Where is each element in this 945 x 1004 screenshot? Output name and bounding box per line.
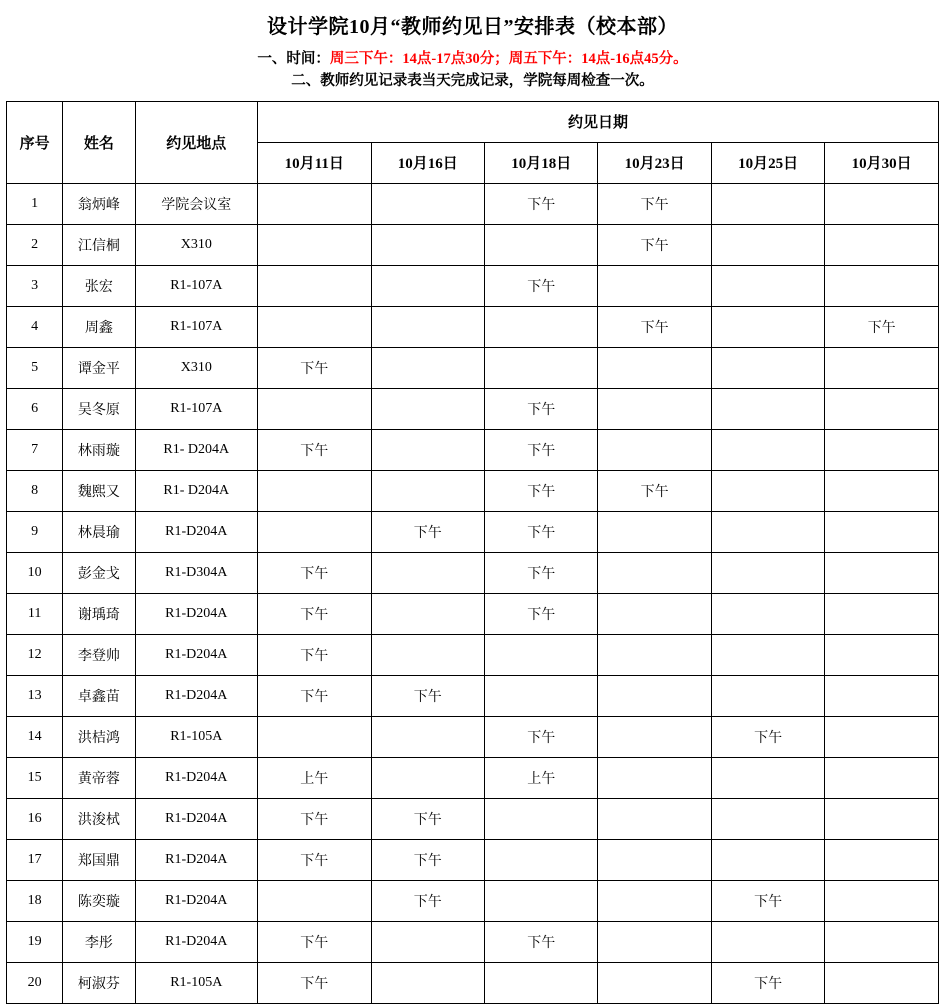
cell-slot-2 xyxy=(484,347,597,388)
cell-place: R1-D204A xyxy=(135,921,258,962)
cell-slot-2: 下午 xyxy=(484,470,597,511)
header-date-group: 约见日期 xyxy=(258,101,939,142)
cell-name: 吴冬原 xyxy=(63,388,135,429)
cell-place: X310 xyxy=(135,347,258,388)
cell-slot-1 xyxy=(371,183,484,224)
cell-slot-5 xyxy=(825,675,939,716)
cell-place: R1-D204A xyxy=(135,511,258,552)
header-date-3: 10月23日 xyxy=(598,142,711,183)
cell-slot-3 xyxy=(598,921,711,962)
cell-slot-1: 下午 xyxy=(371,839,484,880)
cell-slot-4 xyxy=(711,224,824,265)
table-row xyxy=(7,798,939,839)
cell-slot-4 xyxy=(711,265,824,306)
cell-place: R1-D204A xyxy=(135,634,258,675)
cell-index: 7 xyxy=(7,429,63,470)
table-row xyxy=(7,265,939,306)
cell-place: R1-107A xyxy=(135,388,258,429)
cell-slot-4 xyxy=(711,388,824,429)
cell-slot-5 xyxy=(825,511,939,552)
table-row xyxy=(7,716,939,757)
cell-slot-4 xyxy=(711,429,824,470)
cell-slot-4 xyxy=(711,634,824,675)
table-row xyxy=(7,306,939,347)
cell-slot-5 xyxy=(825,798,939,839)
cell-slot-1 xyxy=(371,757,484,798)
cell-name: 李登帅 xyxy=(63,634,135,675)
cell-slot-3 xyxy=(598,511,711,552)
cell-name: 郑国鼎 xyxy=(63,839,135,880)
cell-slot-5 xyxy=(825,921,939,962)
cell-slot-3 xyxy=(598,593,711,634)
cell-slot-3 xyxy=(598,757,711,798)
table-row xyxy=(7,839,939,880)
cell-index: 18 xyxy=(7,880,63,921)
cell-slot-1: 下午 xyxy=(371,880,484,921)
table-row xyxy=(7,921,939,962)
cell-slot-1 xyxy=(371,962,484,1003)
table-row xyxy=(7,388,939,429)
cell-name: 魏熙又 xyxy=(63,470,135,511)
cell-slot-0: 下午 xyxy=(258,962,371,1003)
cell-slot-2: 下午 xyxy=(484,716,597,757)
header-index: 序号 xyxy=(7,101,63,183)
cell-slot-5 xyxy=(825,757,939,798)
cell-slot-2 xyxy=(484,675,597,716)
cell-slot-2 xyxy=(484,224,597,265)
cell-slot-5: 下午 xyxy=(825,306,939,347)
cell-index: 11 xyxy=(7,593,63,634)
cell-slot-1 xyxy=(371,470,484,511)
cell-slot-5 xyxy=(825,265,939,306)
cell-slot-2: 下午 xyxy=(484,388,597,429)
cell-place: R1-D204A xyxy=(135,757,258,798)
cell-index: 17 xyxy=(7,839,63,880)
table-row xyxy=(7,183,939,224)
cell-slot-5 xyxy=(825,470,939,511)
cell-slot-2: 下午 xyxy=(484,511,597,552)
header-date-4: 10月25日 xyxy=(711,142,824,183)
note-line-time xyxy=(6,49,939,71)
cell-slot-2 xyxy=(484,880,597,921)
cell-index: 9 xyxy=(7,511,63,552)
cell-slot-0 xyxy=(258,388,371,429)
cell-slot-3: 下午 xyxy=(598,470,711,511)
cell-name: 张宏 xyxy=(63,265,135,306)
cell-slot-3 xyxy=(598,962,711,1003)
cell-slot-3 xyxy=(598,798,711,839)
cell-slot-2 xyxy=(484,839,597,880)
cell-slot-3 xyxy=(598,347,711,388)
cell-slot-1: 下午 xyxy=(371,798,484,839)
cell-slot-4 xyxy=(711,306,824,347)
header-name: 姓名 xyxy=(63,101,135,183)
table-row xyxy=(7,593,939,634)
cell-name: 翁炳峰 xyxy=(63,183,135,224)
cell-slot-5 xyxy=(825,224,939,265)
cell-slot-4 xyxy=(711,552,824,593)
table-row xyxy=(7,962,939,1003)
cell-slot-0 xyxy=(258,265,371,306)
cell-index: 8 xyxy=(7,470,63,511)
page-title: 设计学院10月“教师约见日”安排表（校本部） xyxy=(267,16,678,38)
cell-slot-0: 下午 xyxy=(258,347,371,388)
schedule-table xyxy=(6,101,939,1004)
cell-place: R1-105A xyxy=(135,716,258,757)
cell-slot-5 xyxy=(825,593,939,634)
cell-slot-4 xyxy=(711,757,824,798)
cell-name: 谭金平 xyxy=(63,347,135,388)
cell-slot-0: 下午 xyxy=(258,429,371,470)
cell-name: 彭金戈 xyxy=(63,552,135,593)
note-time-value: 周三下午：14点-17点30分；周五下午：14点-16点45分。 xyxy=(329,51,688,67)
cell-slot-4 xyxy=(711,675,824,716)
cell-slot-1: 下午 xyxy=(371,675,484,716)
cell-index: 12 xyxy=(7,634,63,675)
cell-index: 6 xyxy=(7,388,63,429)
cell-slot-3: 下午 xyxy=(598,224,711,265)
cell-slot-0 xyxy=(258,306,371,347)
cell-slot-2: 下午 xyxy=(484,552,597,593)
cell-index: 4 xyxy=(7,306,63,347)
cell-slot-1 xyxy=(371,593,484,634)
cell-slot-1 xyxy=(371,429,484,470)
cell-slot-3 xyxy=(598,552,711,593)
table-row xyxy=(7,675,939,716)
cell-index: 1 xyxy=(7,183,63,224)
cell-slot-1 xyxy=(371,347,484,388)
cell-name: 洪桔鸿 xyxy=(63,716,135,757)
cell-place: X310 xyxy=(135,224,258,265)
cell-name: 柯淑芬 xyxy=(63,962,135,1003)
cell-slot-0 xyxy=(258,880,371,921)
cell-slot-5 xyxy=(825,839,939,880)
cell-name: 林晨瑜 xyxy=(63,511,135,552)
cell-index: 19 xyxy=(7,921,63,962)
document-page xyxy=(0,10,945,1004)
header-date-1: 10月16日 xyxy=(371,142,484,183)
cell-slot-5 xyxy=(825,962,939,1003)
cell-name: 谢瑀琦 xyxy=(63,593,135,634)
cell-slot-1 xyxy=(371,306,484,347)
cell-name: 李彤 xyxy=(63,921,135,962)
header-date-0: 10月11日 xyxy=(258,142,371,183)
cell-slot-2 xyxy=(484,634,597,675)
cell-slot-1: 下午 xyxy=(371,511,484,552)
cell-name: 林雨璇 xyxy=(63,429,135,470)
cell-index: 5 xyxy=(7,347,63,388)
cell-slot-2: 下午 xyxy=(484,183,597,224)
cell-name: 洪浚栻 xyxy=(63,798,135,839)
cell-name: 卓鑫苗 xyxy=(63,675,135,716)
cell-slot-2 xyxy=(484,798,597,839)
table-row xyxy=(7,634,939,675)
cell-slot-0: 下午 xyxy=(258,634,371,675)
cell-slot-1 xyxy=(371,388,484,429)
cell-slot-3 xyxy=(598,429,711,470)
cell-index: 2 xyxy=(7,224,63,265)
cell-name: 江信桐 xyxy=(63,224,135,265)
cell-slot-3 xyxy=(598,880,711,921)
cell-slot-4 xyxy=(711,921,824,962)
cell-name: 周鑫 xyxy=(63,306,135,347)
cell-slot-2: 下午 xyxy=(484,593,597,634)
cell-slot-0 xyxy=(258,716,371,757)
table-row xyxy=(7,757,939,798)
cell-index: 13 xyxy=(7,675,63,716)
cell-place: R1-105A xyxy=(135,962,258,1003)
cell-slot-5 xyxy=(825,429,939,470)
cell-index: 16 xyxy=(7,798,63,839)
cell-place: R1-D204A xyxy=(135,593,258,634)
cell-slot-3: 下午 xyxy=(598,306,711,347)
cell-index: 20 xyxy=(7,962,63,1003)
note-time-prefix: 一、时间： xyxy=(257,51,330,67)
cell-slot-2 xyxy=(484,306,597,347)
cell-slot-4 xyxy=(711,593,824,634)
cell-name: 陈奕璇 xyxy=(63,880,135,921)
cell-slot-4 xyxy=(711,347,824,388)
cell-slot-3 xyxy=(598,265,711,306)
cell-slot-5 xyxy=(825,183,939,224)
cell-slot-1 xyxy=(371,552,484,593)
header-date-5: 10月30日 xyxy=(825,142,939,183)
cell-slot-3 xyxy=(598,839,711,880)
cell-slot-0 xyxy=(258,511,371,552)
table-body xyxy=(7,183,939,1003)
cell-place: R1-107A xyxy=(135,306,258,347)
cell-slot-1 xyxy=(371,921,484,962)
cell-slot-3 xyxy=(598,675,711,716)
cell-place: R1-D204A xyxy=(135,880,258,921)
cell-place: 学院会议室 xyxy=(135,183,258,224)
cell-slot-5 xyxy=(825,634,939,675)
notes-block xyxy=(6,49,939,93)
cell-slot-5 xyxy=(825,880,939,921)
cell-slot-4 xyxy=(711,798,824,839)
table-row xyxy=(7,347,939,388)
cell-slot-5 xyxy=(825,347,939,388)
cell-slot-4: 下午 xyxy=(711,880,824,921)
cell-place: R1- D204A xyxy=(135,429,258,470)
header-date-2: 10月18日 xyxy=(484,142,597,183)
cell-slot-5 xyxy=(825,716,939,757)
cell-slot-3 xyxy=(598,634,711,675)
table-row xyxy=(7,429,939,470)
cell-slot-1 xyxy=(371,265,484,306)
cell-place: R1-107A xyxy=(135,265,258,306)
note-line-record: 二、教师约见记录表当天完成记录，学院每周检查一次。 xyxy=(291,72,654,89)
table-row xyxy=(7,552,939,593)
cell-slot-2: 下午 xyxy=(484,921,597,962)
cell-slot-2 xyxy=(484,962,597,1003)
cell-place: R1- D204A xyxy=(135,470,258,511)
cell-slot-0: 下午 xyxy=(258,839,371,880)
cell-index: 14 xyxy=(7,716,63,757)
header-place: 约见地点 xyxy=(135,101,258,183)
table-row xyxy=(7,511,939,552)
table-row xyxy=(7,224,939,265)
table-row xyxy=(7,880,939,921)
cell-slot-2: 下午 xyxy=(484,429,597,470)
cell-slot-2: 下午 xyxy=(484,265,597,306)
cell-slot-0 xyxy=(258,224,371,265)
header-row-1 xyxy=(7,101,939,142)
cell-place: R1-D304A xyxy=(135,552,258,593)
cell-slot-0: 下午 xyxy=(258,593,371,634)
cell-slot-0: 下午 xyxy=(258,552,371,593)
cell-slot-4 xyxy=(711,511,824,552)
cell-slot-1 xyxy=(371,716,484,757)
cell-index: 3 xyxy=(7,265,63,306)
cell-slot-4: 下午 xyxy=(711,716,824,757)
cell-place: R1-D204A xyxy=(135,839,258,880)
cell-slot-5 xyxy=(825,388,939,429)
cell-place: R1-D204A xyxy=(135,675,258,716)
cell-index: 10 xyxy=(7,552,63,593)
cell-slot-3 xyxy=(598,716,711,757)
cell-slot-0: 下午 xyxy=(258,921,371,962)
cell-slot-0: 下午 xyxy=(258,798,371,839)
cell-slot-4 xyxy=(711,470,824,511)
cell-slot-3 xyxy=(598,388,711,429)
cell-slot-0: 上午 xyxy=(258,757,371,798)
cell-slot-4: 下午 xyxy=(711,962,824,1003)
cell-slot-1 xyxy=(371,224,484,265)
cell-slot-4 xyxy=(711,839,824,880)
cell-slot-0 xyxy=(258,183,371,224)
cell-slot-1 xyxy=(371,634,484,675)
table-header xyxy=(7,101,939,183)
cell-slot-4 xyxy=(711,183,824,224)
table-row xyxy=(7,470,939,511)
cell-slot-0: 下午 xyxy=(258,675,371,716)
cell-place: R1-D204A xyxy=(135,798,258,839)
cell-name: 黄帝蓉 xyxy=(63,757,135,798)
cell-slot-5 xyxy=(825,552,939,593)
cell-slot-0 xyxy=(258,470,371,511)
cell-slot-3: 下午 xyxy=(598,183,711,224)
cell-slot-2: 上午 xyxy=(484,757,597,798)
cell-index: 15 xyxy=(7,757,63,798)
